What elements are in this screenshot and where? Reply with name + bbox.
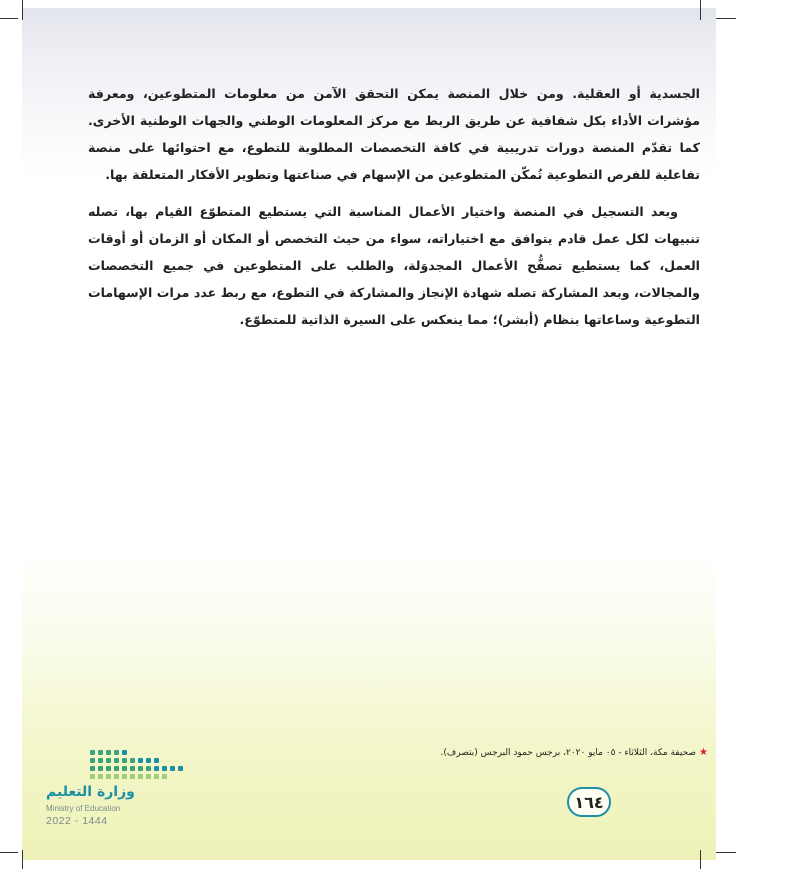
crop-mark [700,0,701,20]
paragraph-2: وبعد التسجيل في المنصة واختيار الأعمال المناسبة التي يستطيع المتطوّع القيام بها، تصله تنبيهات لكل عمل قادم يتوافق مع اختياراته، سواء من حيث التخصص أو المكان أو الزمان أو أوقات العمل، كما يستطيع تصفُّح الأعمال المجدوَلة، والطلب على المتطوعين في جميع التخصصات والمجالات، وبعد المشاركة تصله شهادة الإنجاز والمشاركة في التطوع، مع ربط عدد مرات الإسهامات التطوعية وساعاتها بنظام (أبشر)؛ مما ينعكس على السيرة الذاتية للمتطوّع. [88,204,700,327]
logo-arabic-text: وزارة التعليم [46,784,135,800]
footnote-text: صحيفة مكة، الثلاثاء - ٠٥ مايو ٢٠٢٠، برجس حمود البرجس (بتصرف). [440,748,697,758]
body-text [88,80,700,333]
ministry-logo-mark-icon [88,748,188,784]
crop-mark [0,852,18,853]
crop-mark [22,850,23,869]
footnote [340,747,708,758]
star-icon: ★ [699,747,708,758]
logo-year-text: 2022 - 1444 [46,815,108,827]
crop-mark [0,18,18,19]
page-number: ١٦٤ [567,787,611,817]
ministry-logo [44,744,204,830]
crop-mark [716,852,736,853]
crop-mark [22,0,23,20]
crop-mark [700,850,701,869]
logo-english-text: Ministry of Education [46,804,121,813]
crop-mark [716,18,736,19]
paragraph-1: الجسدية أو العقلية. ومن خلال المنصة يمكن التحقق الآمن من معلومات المتطوعين، ومعرفة مؤشرات الأداء بكل شفافية عن طريق الربط مع مركز المعلومات الوطني والجهات الوطنية الأخرى. كما تقدّم المنصة دورات تدريبية في كافة التخصصات المطلوبة للتطوع، مع احتوائها على منصة تفاعلية للفرص التطوعية تُمكّن المتطوعين من الإسهام في صناعتها وتطوير الأفكار المتعلقة بها. [88,86,700,182]
